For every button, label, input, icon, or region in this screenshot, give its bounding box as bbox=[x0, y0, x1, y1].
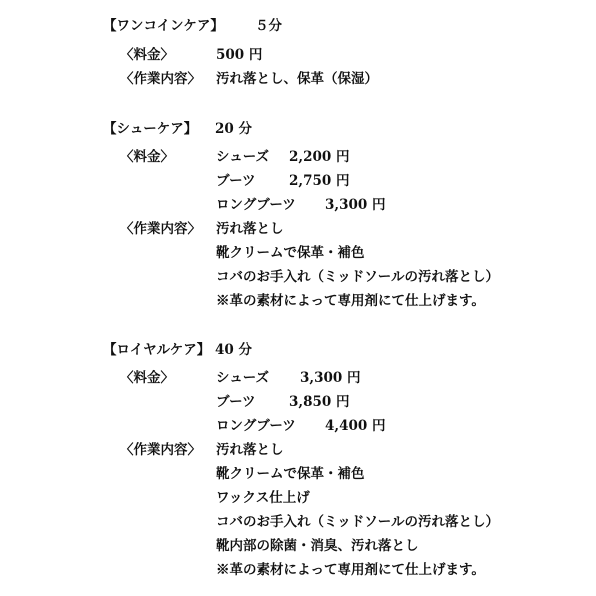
price-item-value: 2,750 円 bbox=[289, 173, 350, 189]
work-item: 汚れ落とし bbox=[216, 442, 284, 458]
one-coin-care-time: ５分 bbox=[255, 18, 282, 34]
royal-care-price-label: 〈料金〉 bbox=[120, 370, 174, 386]
shoe-care-time: 20 分 bbox=[215, 121, 252, 137]
price-item-name: シューズ bbox=[216, 149, 270, 165]
shoe-care-price-label: 〈料金〉 bbox=[120, 149, 174, 165]
price-item-name: ロングブーツ bbox=[216, 418, 296, 434]
work-note: ※革の素材によって専用剤にて仕上げます。 bbox=[216, 293, 485, 309]
work-item: コバのお手入れ（ミッドソールの汚れ落とし） bbox=[216, 514, 499, 530]
shoe-care-title: 【シューケア】 bbox=[103, 121, 198, 137]
price-item-name: シューズ bbox=[216, 370, 270, 386]
work-item: 靴内部の除菌・消臭、汚れ落とし bbox=[216, 538, 419, 554]
work-item: 汚れ落とし bbox=[216, 221, 284, 237]
royal-care-work-label: 〈作業内容〉 bbox=[120, 442, 201, 458]
price-item-name: ブーツ bbox=[216, 173, 256, 189]
price-item-name: ロングブーツ bbox=[216, 197, 296, 213]
price-item-value: 3,850 円 bbox=[289, 394, 350, 410]
price-item-value: 3,300 円 bbox=[325, 197, 386, 213]
shoe-care-work-label: 〈作業内容〉 bbox=[120, 221, 201, 237]
work-item: ワックス仕上げ bbox=[216, 490, 310, 506]
royal-care-title: 【ロイヤルケア】 bbox=[103, 342, 211, 358]
one-coin-care-title: 【ワンコインケア】 bbox=[103, 18, 224, 34]
price-item-value: 3,300 円 bbox=[300, 370, 361, 386]
work-item: 靴クリームで保革・補色 bbox=[216, 466, 365, 482]
work-note: ※革の素材によって専用剤にて仕上げます。 bbox=[216, 562, 485, 578]
one-coin-work-label: 〈作業内容〉 bbox=[120, 71, 201, 87]
royal-care-time: 40 分 bbox=[215, 342, 252, 358]
price-item-value: 2,200 円 bbox=[289, 149, 350, 165]
one-coin-price: 500 円 bbox=[216, 47, 263, 63]
one-coin-price-label: 〈料金〉 bbox=[120, 47, 174, 63]
price-item-value: 4,400 円 bbox=[325, 418, 386, 434]
work-item: コバのお手入れ（ミッドソールの汚れ落とし） bbox=[216, 269, 499, 285]
work-item: 靴クリームで保革・補色 bbox=[216, 245, 365, 261]
price-item-name: ブーツ bbox=[216, 394, 256, 410]
one-coin-work: 汚れ落とし、保革（保湿） bbox=[216, 71, 378, 87]
